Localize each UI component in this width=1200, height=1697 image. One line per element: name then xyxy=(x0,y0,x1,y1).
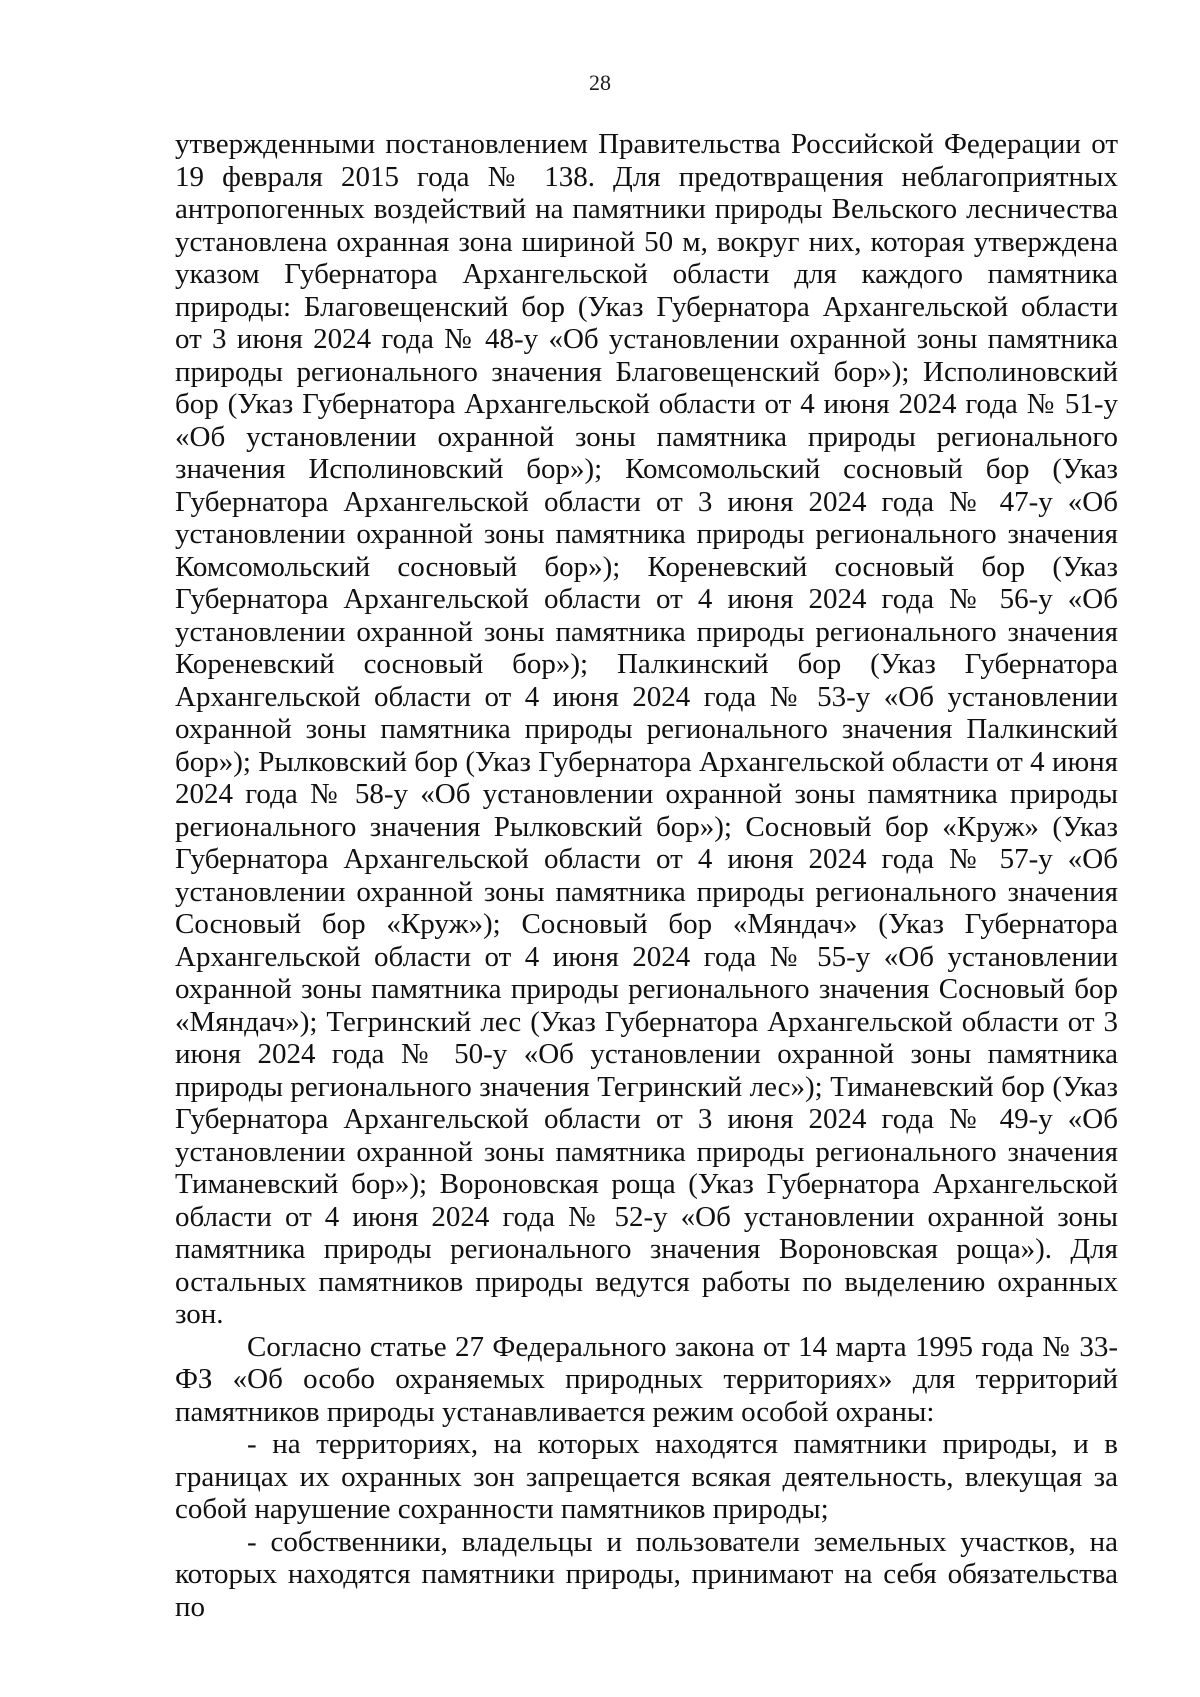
paragraph-continuation: утвержденными постановлением Правительства Российской Федерации от 19 февраля 2015 года № 138. Для предотвращения неблагоприятных антропогенных воздействий на памятники природы Вельского лесничества установлена охранная зона шириной 50 м, вокруг них, которая утверждена указом Губернатора Архангельской области для каждого памятника природы: Благовещенский бор (Указ Губернатора Архангельской области от 3 июня 2024 года № 48-у «Об установлении охранной зоны памятника природы регионального значения Благовещенский бор»); Исполиновский бор (Указ Губернатора Архангельской области от 4 июня 2024 года № 51-у «Об установлении охранной зоны памятника природы регионального значения Исполиновский бор»); Комсомольский сосновый бор (Указ Губернатора Архангельской области от 3 июня 2024 года № 47-у «Об установлении охранной зоны памятника природы регионального значения Комсомольский сосновый бор»); Кореневский сосновый бор (Указ Губернатора Архангельской области от 4 июня 2024 года № 56-у «Об установлении охранной зоны памятника природы регионального значения Кореневский сосновый бор»); Палкинский бор (Указ Губернатора Архангельской области от 4 июня 2024 года № 53-у «Об установлении охранной зоны памятника природы регионального значения Палкинский бор»); Рылковский бор (Указ Губернатора Архангельской области от 4 июня 2024 года № 58-у «Об установлении охранной зоны памятника природы регионального значения Рылковский бор»); Сосновый бор «Круж» (Указ Губернатора Архангельской области от 4 июня 2024 года № 57-у «Об установлении охранной зоны памятника природы регионального значения Сосновый бор «Круж»); Сосновый бор «Мяндач» (Указ Губернатора Архангельской области от 4 июня 2024 года № 55-у «Об установлении охранной зоны памятника природы регионального значения Сосновый бор «Мяндач»); Тегринский лес (Указ Губернатора Архангельской области от 3 июня 2024 года № 50-у «Об установлении охранной зоны памятника природы регионального значения Тегринский лес»); Тиманевский бор (Указ Губернатора Архангельской области от 3 июня 2024 года № 49-у «Об установлении охранной зоны памятника природы регионального значения Тиманевский бор»); Вороновская роща (Указ Губернатора Архангельской области от 4 июня 2024 года № 52-у «Об установлении охранной зоны памятника природы регионального значения Вороновская роща»). Для остальных памятников природы ведутся работы по выделению охранных зон. xyxy=(175,128,1118,1330)
document-body xyxy=(175,128,1118,1623)
paragraph-article-27: Согласно статье 27 Федерального закона от 14 марта 1995 года № 33-ФЗ «Об особо охраняемых природных территориях» для территорий памятников природы устанавливается режим особой охраны: xyxy=(175,1330,1118,1428)
page-number: 28 xyxy=(589,70,611,95)
list-item-obligations: - собственники, владельцы и пользователи земельных участков, на которых находятся памятники природы, принимают на себя обязательства по xyxy=(175,1525,1118,1623)
list-item-prohibition: - на территориях, на которых находятся памятники природы, и в границах их охранных зон запрещается всякая деятельность, влекущая за собой нарушение сохранности памятников природы; xyxy=(175,1428,1118,1525)
